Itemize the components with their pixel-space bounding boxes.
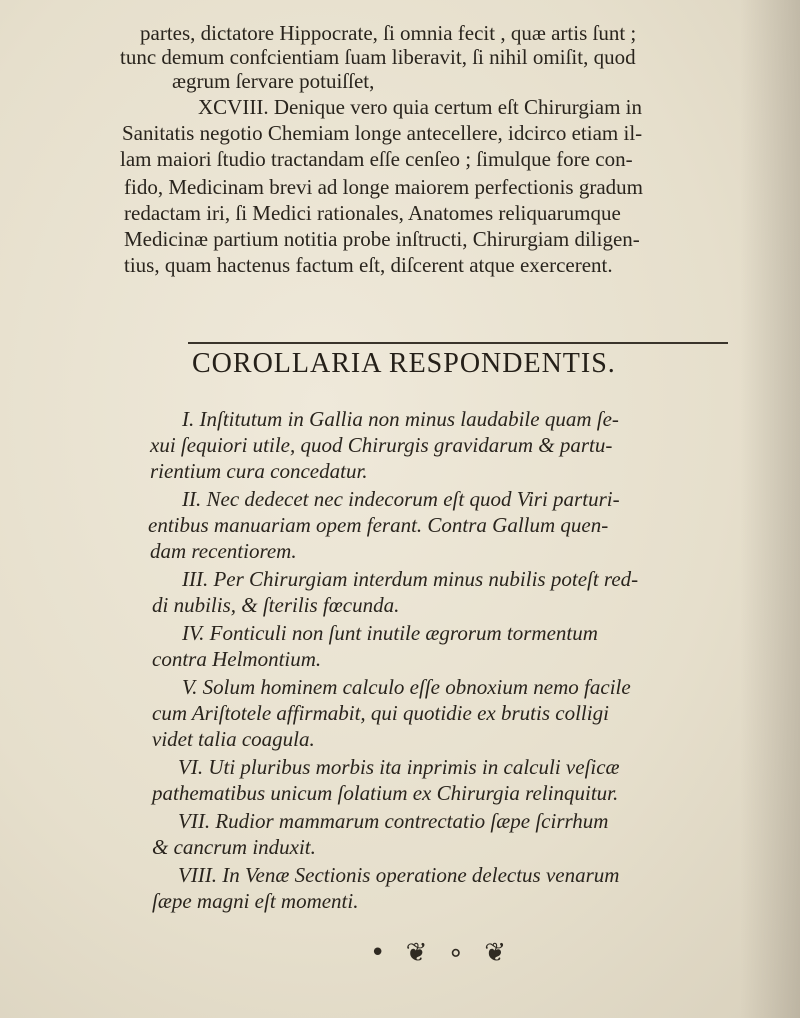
- text-line: I. Inſtitutum in Gallia non minus laudabile quam ſe-: [182, 407, 619, 431]
- text-line: videt talia coagula.: [152, 727, 315, 751]
- text-line: IV. Fonticuli non ſunt inutile ægrorum tormentum: [182, 621, 598, 645]
- text-line: VII. Rudior mammarum contrectatio ſæpe ſcirrhum: [178, 809, 609, 833]
- text-line: xui ſequiori utile, quod Chirurgis gravidarum & partu-: [150, 433, 613, 457]
- text-line: rientium cura concedatur.: [150, 459, 368, 483]
- text-line: ſæpe magni eſt momenti.: [152, 889, 359, 913]
- text-line: & cancrum induxit.: [152, 835, 316, 859]
- text-line: tunc demum confcientiam ſuam liberavit, ſi nihil omiſit, quod: [120, 45, 636, 69]
- fleuron-ornament: • ❦ ∘ ❦: [370, 938, 512, 968]
- text-line: cum Ariſtotele affirmabit, qui quotidie ex brutis colligi: [152, 701, 609, 725]
- text-line: entibus manuariam opem ferant. Contra Gallum quen-: [148, 513, 609, 537]
- text-line: contra Helmontium.: [152, 647, 322, 671]
- text-line: di nubilis, & ſterilis fœcunda.: [152, 593, 400, 617]
- text-line: ægrum ſervare potuiſſet,: [172, 69, 375, 93]
- text-line: XCVIII. Denique vero quia certum eſt Chirurgiam in: [198, 95, 642, 119]
- text-line: dam recentiorem.: [150, 539, 297, 563]
- heading-rule: [188, 342, 728, 344]
- text-line: fido, Medicinam brevi ad longe maiorem perfectionis gradum: [124, 175, 644, 199]
- text-line: V. Solum hominem calculo eſſe obnoxium nemo facile: [182, 675, 631, 699]
- text-line: tius, quam hactenus factum eſt, diſcerent atque exercerent.: [124, 253, 613, 277]
- text-line: III. Per Chirurgiam interdum minus nubilis poteſt red-: [182, 567, 639, 591]
- text-line: Sanitatis negotio Chemiam longe antecellere, idcirco etiam il-: [122, 121, 643, 145]
- text-line: Medicinæ partium notitia probe inſtructi, Chirurgiam diligen-: [124, 227, 640, 251]
- section-heading: COROLLARIA RESPONDENTIS.: [192, 348, 616, 379]
- text-line: lam maiori ſtudio tractandam eſſe cenſeo ; ſimulque fore con-: [120, 147, 633, 171]
- text-line: pathematibus unicum ſolatium ex Chirurgia relinquitur.: [152, 781, 619, 805]
- text-line: VIII. In Venæ Sectionis operatione delectus venarum: [178, 863, 620, 887]
- text-line: redactam iri, ſi Medici rationales, Anatomes reliquarumque: [124, 201, 621, 225]
- text-line: partes, dictatore Hippocrate, ſi omnia fecit , quæ artis ſunt ;: [140, 21, 637, 45]
- text-line: VI. Uti pluribus morbis ita inprimis in calculi veſicæ: [178, 755, 620, 779]
- text-line: II. Nec dedecet nec indecorum eſt quod Viri parturi-: [182, 487, 620, 511]
